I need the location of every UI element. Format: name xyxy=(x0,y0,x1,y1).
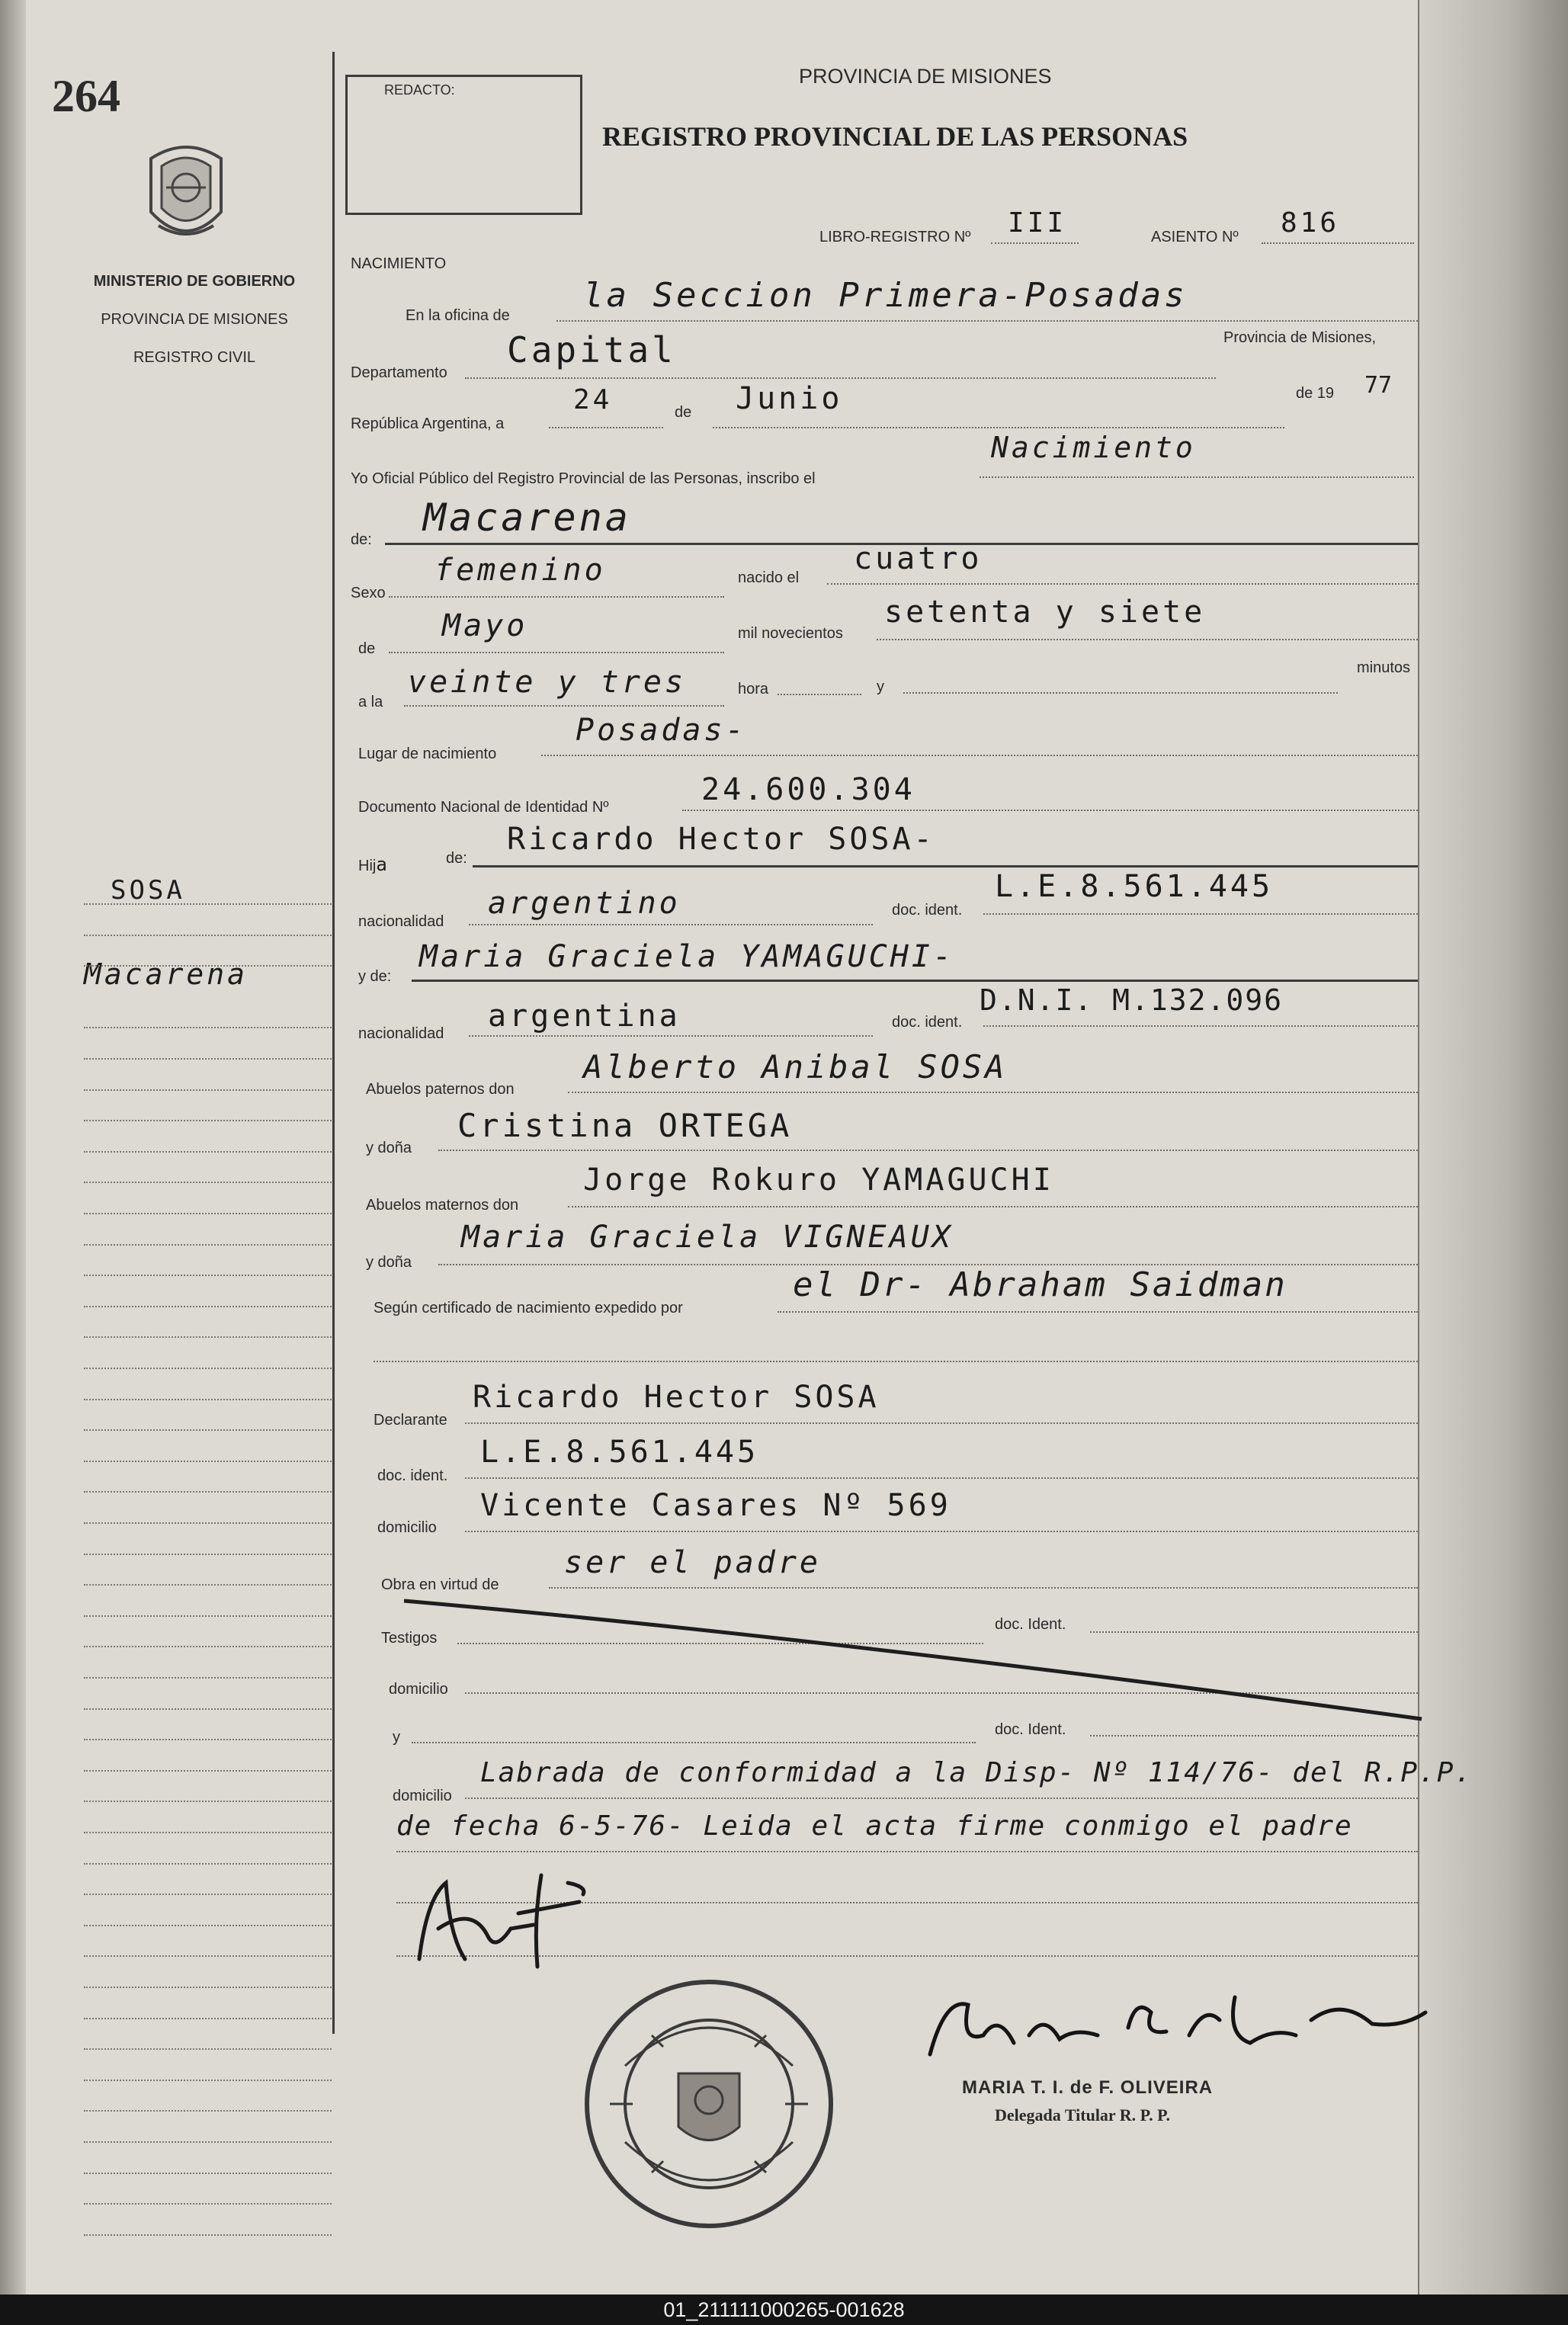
madre-value: Maria Graciela YAMAGUCHI- xyxy=(419,939,955,974)
nacionalidad1-value: argentino xyxy=(488,886,681,921)
de2-label: de: xyxy=(351,531,372,548)
margin-rule xyxy=(84,1677,332,1679)
lugar-value: Posadas- xyxy=(576,713,747,748)
hijo-de-label: de: xyxy=(446,850,467,867)
mil-value: setenta y siete xyxy=(884,595,1206,630)
ministry-line-2: PROVINCIA DE MISIONES xyxy=(101,311,288,328)
margin-rule xyxy=(84,2080,332,2081)
margin-rule xyxy=(84,935,332,936)
republica-label: República Argentina, a xyxy=(351,415,505,432)
madre-line xyxy=(412,980,1418,982)
nota-line-1: Labrada de conformidad a la Disp- Nº 114/76- del R.P.P. xyxy=(480,1757,1473,1788)
nacido-line xyxy=(827,583,1418,585)
nacido-label: nacido el xyxy=(738,569,800,586)
margin-rule xyxy=(84,2141,332,2143)
file-identifier: 01_211111000265-001628 xyxy=(0,2295,1568,2325)
margin-divider-line xyxy=(332,52,335,2034)
margin-rule xyxy=(84,2173,332,2174)
nota1-line xyxy=(465,1797,1418,1799)
domicilio2-line xyxy=(465,1692,1418,1694)
margin-rule xyxy=(84,1522,332,1524)
margin-rule xyxy=(84,1863,332,1865)
obra-line xyxy=(549,1587,1418,1589)
mes-line xyxy=(713,427,1284,428)
margin-rule xyxy=(84,1801,332,1802)
book-spine-shadow xyxy=(0,0,26,2295)
margin-rule xyxy=(84,1708,332,1710)
abuelos-paternos-label: Abuelos paternos don xyxy=(366,1081,515,1098)
margin-rule xyxy=(84,2048,332,2050)
hijo-prefix: Hij xyxy=(358,858,377,874)
anio-label: de 19 xyxy=(1296,385,1335,402)
minutos-label: minutos xyxy=(1357,659,1411,676)
redacto-box xyxy=(345,75,582,215)
domicilio-value: Vicente Casares Nº 569 xyxy=(480,1488,951,1523)
testigos-line xyxy=(457,1643,983,1644)
doc5-label: doc. Ident. xyxy=(995,1721,1066,1738)
margin-rule xyxy=(84,903,332,905)
right-border-line xyxy=(1418,0,1419,2295)
margin-rule xyxy=(84,1275,332,1276)
domicilio-label: domicilio xyxy=(377,1519,437,1536)
oficina-label: En la oficina de xyxy=(406,307,510,324)
dia-line xyxy=(549,427,663,428)
doc4-line xyxy=(1090,1631,1418,1633)
obra-label: Obra en virtud de xyxy=(381,1576,499,1593)
nombre-value: Macarena xyxy=(423,495,631,540)
hora-line xyxy=(404,705,724,707)
padre-value: Ricardo Hector SOSA- xyxy=(507,822,935,857)
hora-value: veinte y tres xyxy=(408,665,687,700)
libro-label: LIBRO-REGISTRO Nº xyxy=(819,229,971,245)
doc5-line xyxy=(1090,1735,1418,1737)
mil-line xyxy=(877,639,1418,640)
de3-label: de xyxy=(358,640,376,657)
margin-rule xyxy=(84,1213,332,1214)
declarant-signature xyxy=(404,1852,694,1974)
abuelos-maternos-value: Jorge Rokuro YAMAGUCHI xyxy=(583,1162,1054,1198)
ministry-line-1: MINISTERIO DE GOBIERNO xyxy=(93,273,296,290)
declarante-line xyxy=(465,1422,1418,1424)
departamento-label: Departamento xyxy=(351,364,447,381)
asiento-label: ASIENTO Nº xyxy=(1151,229,1239,245)
sexo-label: Sexo xyxy=(351,585,386,601)
margin-rule xyxy=(84,1646,332,1647)
declarante-value: Ricardo Hector SOSA xyxy=(473,1380,880,1415)
sexo-line xyxy=(389,596,724,598)
nota-line-2: de fecha 6-5-76- Leida el acta firme conmigo el padre xyxy=(396,1810,1353,1842)
margin-rule xyxy=(84,1987,332,1988)
hora-label: hora xyxy=(738,681,769,698)
anio-value: 77 xyxy=(1364,372,1393,399)
margin-given-name: Macarena xyxy=(84,957,249,991)
nacido-value: cuatro xyxy=(854,541,983,576)
doc3-label: doc. ident. xyxy=(377,1467,448,1484)
margin-rule xyxy=(84,1151,332,1153)
margin-rule xyxy=(84,1461,332,1462)
margin-rule xyxy=(84,1120,332,1121)
departamento-value: Capital xyxy=(507,329,676,370)
doc2-value: D.N.I. M.132.096 xyxy=(980,983,1284,1017)
domicilio2-label: domicilio xyxy=(389,1681,448,1698)
dona2-value: Maria Graciela VIGNEAUX xyxy=(461,1220,954,1255)
dni-label: Documento Nacional de Identidad Nº xyxy=(358,799,609,816)
margin-rule xyxy=(84,2110,332,2112)
margin-rule xyxy=(84,1491,332,1493)
doc3-line xyxy=(465,1477,1418,1479)
dni-line xyxy=(682,810,1418,811)
dona2-label: y doña xyxy=(366,1254,412,1271)
doc1-label: doc. ident. xyxy=(892,902,963,919)
obra-value: ser el padre xyxy=(564,1545,821,1580)
certificado-line-2 xyxy=(374,1361,1418,1362)
oficina-value: la Seccion Primera-Posadas xyxy=(583,276,1188,315)
libro-value: III xyxy=(1008,207,1067,239)
mes-value: Junio xyxy=(736,381,843,416)
nacionalidad1-label: nacionalidad xyxy=(358,913,444,930)
margin-rule xyxy=(84,1336,332,1338)
certificado-value: el Dr- Abraham Saidman xyxy=(793,1265,1287,1304)
certificado-line xyxy=(778,1311,1418,1313)
y2-label: y xyxy=(393,1729,400,1746)
margin-rule xyxy=(84,2234,332,2236)
hijo-label xyxy=(358,854,387,875)
abuelos-maternos-label: Abuelos maternos don xyxy=(366,1197,519,1214)
margin-rule xyxy=(84,1089,332,1091)
margin-rule xyxy=(84,1894,332,1895)
padre-line xyxy=(473,865,1418,867)
nacionalidad2-label: nacionalidad xyxy=(358,1025,444,1042)
lugar-line xyxy=(541,755,1418,756)
dona1-line xyxy=(438,1150,1418,1151)
doc2-label: doc. ident. xyxy=(892,1014,963,1031)
margin-rule xyxy=(84,1368,332,1369)
oficial-label: Yo Oficial Público del Registro Provincial de las Personas, inscribo el xyxy=(351,470,816,487)
doc3-value: L.E.8.561.445 xyxy=(480,1435,759,1470)
margin-rule xyxy=(84,1739,332,1740)
certificado-label: Según certificado de nacimiento expedido por xyxy=(374,1300,683,1316)
domicilio3-label: domicilio xyxy=(393,1788,452,1804)
nacionalidad2-line xyxy=(469,1035,873,1037)
margin-rule xyxy=(84,1306,332,1307)
margin-rule xyxy=(84,1832,332,1833)
coat-of-arms-icon xyxy=(136,136,236,252)
minutos-line xyxy=(903,692,1338,694)
ministry-line-3: REGISTRO CIVIL xyxy=(133,349,256,366)
margin-rule xyxy=(84,1399,332,1400)
province-title: PROVINCIA DE MISIONES xyxy=(799,65,1052,88)
ala-label: a la xyxy=(358,694,383,710)
margin-rule xyxy=(84,1925,332,1926)
redacto-label: REDACTO: xyxy=(384,82,455,98)
dni-value: 24.600.304 xyxy=(701,772,915,807)
officer-signature xyxy=(915,1982,1433,2066)
abuelos-paternos-line xyxy=(568,1092,1418,1093)
margin-rule xyxy=(84,1027,332,1028)
lugar-label: Lugar de nacimiento xyxy=(358,746,497,762)
margin-rule xyxy=(84,1584,332,1586)
mes-nac-value: Mayo xyxy=(442,608,528,643)
oficial-value: Nacimiento xyxy=(991,431,1196,464)
nacionalidad1-line xyxy=(469,924,873,925)
margin-rule xyxy=(84,1955,332,1957)
de-label: de xyxy=(675,404,692,421)
officer-name: MARIA T. I. de F. OLIVEIRA xyxy=(962,2077,1214,2098)
doc1-value: L.E.8.561.445 xyxy=(995,869,1274,904)
hora2-line xyxy=(778,694,861,695)
officer-title: Delegada Titular R. P. P. xyxy=(995,2105,1171,2125)
section-label: NACIMIENTO xyxy=(351,255,447,272)
libro-line xyxy=(991,242,1079,244)
margin-rule xyxy=(84,1770,332,1772)
official-stamp xyxy=(579,1974,839,2234)
madre-de-label: y de: xyxy=(358,968,392,985)
abuelos-paternos-value: Alberto Anibal SOSA xyxy=(583,1048,1008,1086)
y2-line xyxy=(412,1742,976,1743)
doc2-line xyxy=(983,1025,1418,1027)
oficina-line xyxy=(556,320,1418,322)
page-stack-edge xyxy=(1418,0,1568,2295)
doc1-line xyxy=(983,913,1418,915)
hijo-suffix: a xyxy=(376,854,387,875)
sexo-value: femenino xyxy=(434,553,606,588)
dona1-value: Cristina ORTEGA xyxy=(457,1107,793,1144)
margin-rule xyxy=(84,1182,332,1183)
declarante-label: Declarante xyxy=(374,1412,447,1429)
departamento-line xyxy=(465,377,1216,379)
margin-rule xyxy=(84,1615,332,1617)
margin-surname: SOSA xyxy=(111,875,185,906)
registry-title: REGISTRO PROVINCIAL DE LAS PERSONAS xyxy=(602,121,1188,152)
page-number: 264 xyxy=(52,71,120,121)
provincia-label: Provincia de Misiones, xyxy=(1223,329,1377,346)
doc4-label: doc. Ident. xyxy=(995,1616,1066,1633)
margin-rule xyxy=(84,1058,332,1060)
testigos-label: Testigos xyxy=(381,1630,438,1647)
dia-value: 24 xyxy=(573,384,613,415)
oficial-line xyxy=(980,476,1414,478)
margin-rule xyxy=(84,2203,332,2205)
asiento-value: 816 xyxy=(1281,207,1340,239)
margin-rule xyxy=(84,1244,332,1246)
asiento-line xyxy=(1262,242,1414,244)
margin-rule xyxy=(84,2018,332,2019)
nacionalidad2-value: argentina xyxy=(488,999,681,1034)
y-label: y xyxy=(877,678,884,695)
margin-rule xyxy=(84,965,332,967)
dona1-label: y doña xyxy=(366,1140,412,1156)
margin-rule xyxy=(84,1554,332,1555)
margin-rule xyxy=(84,1429,332,1431)
abuelos-maternos-line xyxy=(568,1206,1418,1207)
domicilio-line xyxy=(465,1531,1418,1532)
mes-nac-line xyxy=(389,652,724,653)
mil-label: mil novecientos xyxy=(738,625,843,642)
